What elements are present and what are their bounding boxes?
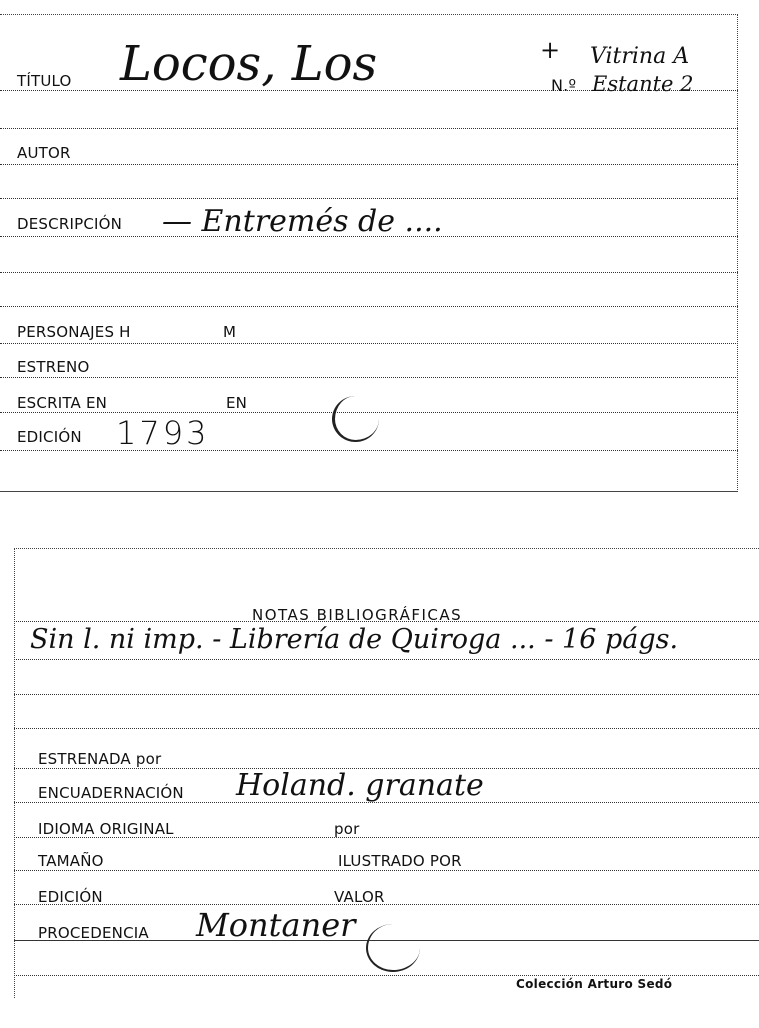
location-no-label: N.º bbox=[551, 76, 577, 95]
descripcion-label: DESCRIPCIÓN bbox=[17, 215, 123, 233]
ruled-line bbox=[0, 306, 738, 307]
titulo-label: TÍTULO bbox=[17, 72, 72, 90]
card-top-border bbox=[0, 14, 738, 15]
tamano-label: TAMAÑO bbox=[38, 852, 104, 870]
procedencia-label: PROCEDENCIA bbox=[38, 924, 149, 942]
ruled-line bbox=[14, 870, 759, 871]
ruled-line bbox=[0, 198, 738, 199]
encuadernacion-label: ENCUADERNACIÓN bbox=[38, 784, 184, 802]
catalog-card-front bbox=[0, 14, 738, 492]
location-estante: Estante 2 bbox=[592, 72, 694, 96]
edicion-label: EDICIÓN bbox=[17, 428, 82, 446]
ruled-line bbox=[0, 377, 738, 378]
valor-label: VALOR bbox=[334, 888, 385, 906]
notas-value: Sin l. ni imp. - Librería de Quiroga ... - 16 págs. bbox=[30, 624, 679, 655]
collection-credit: Colección Arturo Sedó bbox=[516, 977, 673, 991]
location-plus-mark: + bbox=[540, 36, 561, 64]
ruled-line bbox=[0, 272, 738, 273]
card-right-border bbox=[737, 14, 738, 492]
ruled-line bbox=[0, 128, 738, 129]
catalog-card-back bbox=[14, 548, 759, 998]
idioma-por-label: por bbox=[334, 820, 360, 838]
idioma-label: IDIOMA ORIGINAL bbox=[38, 820, 174, 838]
estrenada-label: ESTRENADA por bbox=[38, 750, 162, 768]
titulo-value: Locos, Los bbox=[120, 36, 378, 92]
ruled-line bbox=[14, 728, 759, 729]
ruled-line bbox=[14, 975, 759, 976]
procedencia-value: Montaner bbox=[196, 906, 356, 944]
location-vitrina: Vitrina A bbox=[590, 44, 690, 69]
ruled-line bbox=[14, 659, 759, 660]
ruled-line bbox=[14, 694, 759, 695]
ruled-line bbox=[0, 164, 738, 165]
card-top-border bbox=[14, 548, 759, 549]
edicion-value: 1793 bbox=[116, 414, 210, 452]
escrita-label: ESCRITA EN bbox=[17, 394, 108, 412]
ruled-line bbox=[14, 904, 759, 905]
descripcion-value: — Entremés de .... bbox=[162, 204, 443, 239]
stamp-mark bbox=[332, 396, 379, 442]
encuadernacion-value: Holand. granate bbox=[236, 768, 484, 803]
autor-label: AUTOR bbox=[17, 144, 71, 162]
estreno-label: ESTRENO bbox=[17, 358, 90, 376]
ilustrado-label: ILUSTRADO POR bbox=[338, 852, 462, 870]
ruled-line bbox=[0, 450, 738, 451]
card-left-border bbox=[14, 548, 15, 998]
card-bottom-border bbox=[0, 491, 738, 492]
stamp-mark bbox=[366, 924, 420, 972]
personajes-m-label: M bbox=[223, 323, 237, 341]
ruled-line bbox=[0, 343, 738, 344]
escrita-en-label: EN bbox=[226, 394, 248, 412]
notas-label: NOTAS BIBLIOGRÁFICAS bbox=[252, 606, 463, 624]
personajes-h-label: PERSONAJES H bbox=[17, 323, 131, 341]
edicion-label: EDICIÓN bbox=[38, 888, 103, 906]
